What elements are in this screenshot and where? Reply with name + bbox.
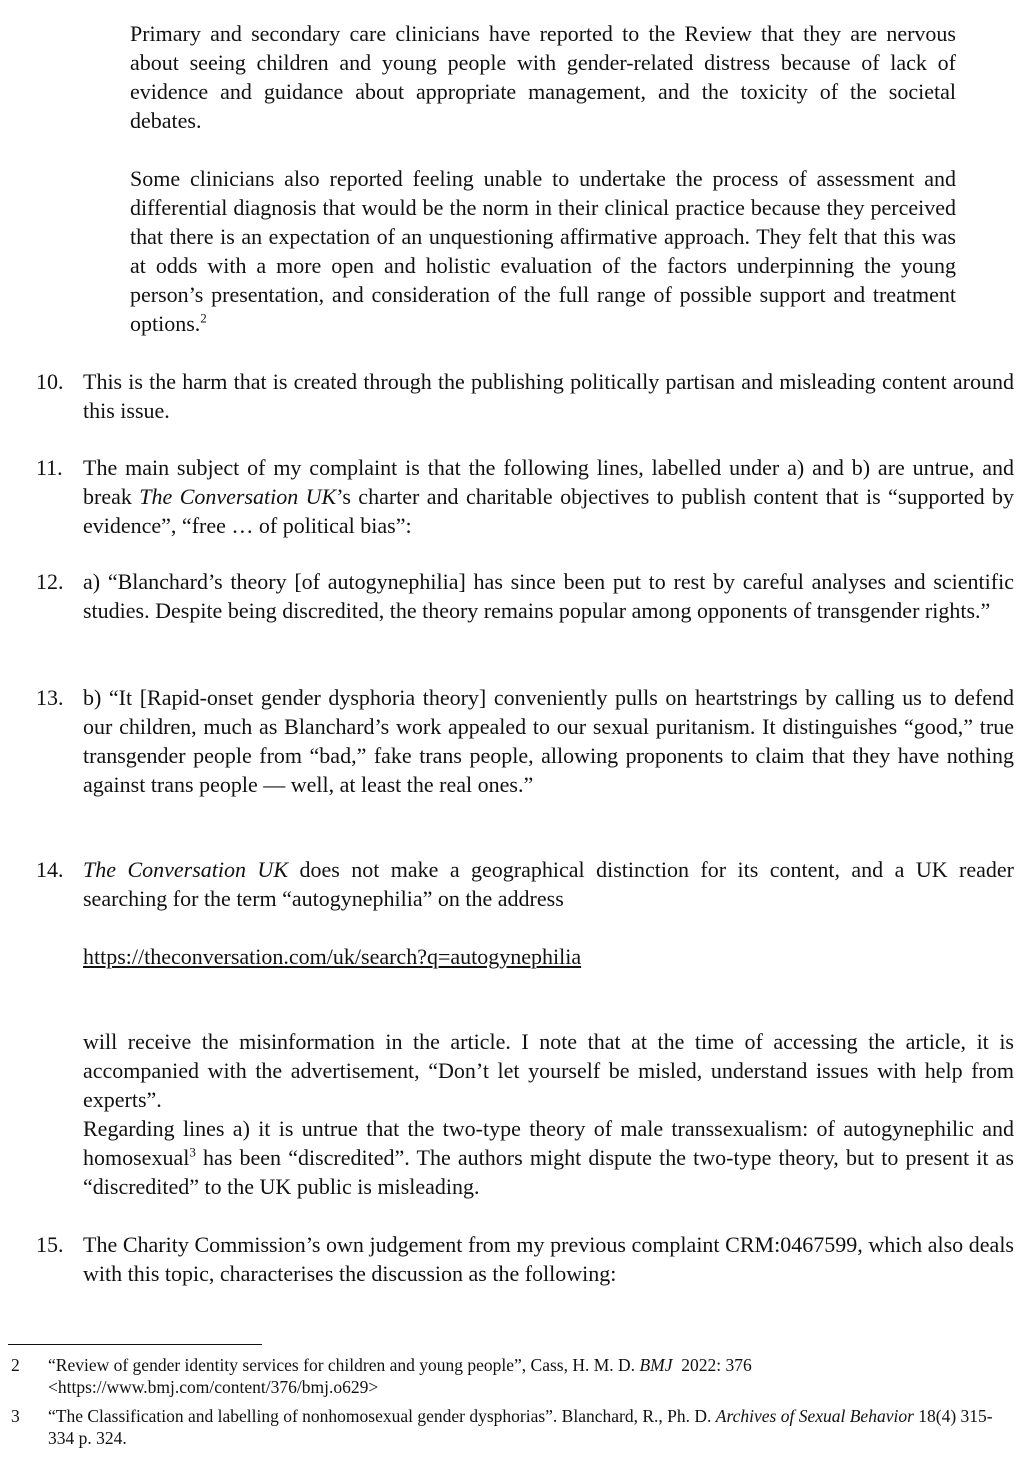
item-text: The Charity Commission’s own judgement from my previous complaint CRM:0467599, which also deals with this topic, characterises the discussion as the following: <box>83 1232 1014 1286</box>
footnote-ref-3[interactable]: 3 <box>189 1144 196 1160</box>
quote-paragraph-2 <box>130 164 956 338</box>
item-text: The Conversation UK does not make a geographical distinction for its content, and a UK reader searching for the term “autogynephilia” on the address <box>83 857 1014 911</box>
item-number: 10. <box>36 369 64 394</box>
item-number: 14. <box>36 857 64 882</box>
journal-name: BMJ <box>639 1355 673 1375</box>
item-number: 13. <box>36 685 64 710</box>
footnote-text: “Review of gender identity services for children and young people”, Cass, H. M. D. BMJ 2022: 376 <https://www.bmj.com/content/376/bmj.o629> <box>48 1355 752 1397</box>
quote-paragraph-1 <box>130 19 956 135</box>
item-text: b) “It [Rapid-onset gender dysphoria theory] conveniently pulls on heartstrings by calling us to defend our children, much as Blanchard’s work appealed to our sexual puritanism. It distinguishes “good,” true transgender people from “bad,” fake trans people, allowing proponents to claim that they have nothing against trans people — well, at least the real ones.” <box>83 685 1014 797</box>
item-text: This is the harm that is created through the publishing politically partisan and misleading content around this issue. <box>83 369 1014 423</box>
item-number: 12. <box>36 569 64 594</box>
item-text: The main subject of my complaint is that the following lines, labelled under a) and b) are untrue, and break The Conversation UK’s charter and charitable objectives to publish content that is “supported by evidence”, “free … of political bias”: <box>83 455 1014 538</box>
footnote-text: “The Classification and labelling of nonhomosexual gender dysphorias”. Blanchard, R., Ph. D. Archives of Sexual Behavior 18(4) 315-334 p. 324. <box>48 1406 993 1448</box>
item-number: 15. <box>36 1232 64 1257</box>
footnote-url[interactable]: <https://www.bmj.com/content/376/bmj.o629> <box>48 1377 379 1397</box>
quote-text-2: Some clinicians also reported feeling unable to undertake the process of assessment and differential diagnosis that would be the norm in their clinical practice because they perceived that there is an expectation of an unquestioning affirmative approach. They felt that this was at odds with a more open and holistic evaluation of the factors underpinning the young person’s presentation, and consideration of the full range of possible support and treatment options. <box>130 166 956 336</box>
publication-name: The Conversation UK <box>139 484 337 509</box>
footnote-number: 3 <box>11 1406 20 1426</box>
item-number: 11. <box>36 455 63 480</box>
footnote-number: 2 <box>11 1355 20 1375</box>
footnote-divider <box>8 1344 262 1345</box>
journal-name: Archives of Sexual Behavior <box>715 1406 914 1426</box>
search-url-link[interactable]: https://theconversation.com/uk/search?q=autogynephilia <box>83 944 582 969</box>
item-14-paragraph-3: Regarding lines a) it is untrue that the two-type theory of male transsexualism: of autogynephilic and homosexual$^3$ has been “discredited”. The authors might dispute the two-type theory, but to present it as “discredited” to the UK public is misleading. <box>83 1116 1014 1199</box>
quote-text-1: Primary and secondary care clinicians have reported to the Review that they are nervous about seeing children and young people with gender-related distress because of lack of evidence and guidance about appropriate management, and the toxicity of the societal debates. <box>130 21 956 133</box>
publication-name: The Conversation UK <box>83 857 288 882</box>
item-14-paragraph-2: will receive the misinformation in the article. I note that at the time of accessing the article, it is accompanied with the advertisement, “Don’t let yourself be misled, understand issues with help from experts”. <box>83 1029 1014 1112</box>
item-text: a) “Blanchard’s theory [of autogynephilia] has since been put to rest by careful analyses and scientific studies. Despite being discredited, the theory remains popular among opponents of transgender rights.” <box>83 569 1014 623</box>
footnote-ref-2[interactable]: 2 <box>200 310 207 326</box>
